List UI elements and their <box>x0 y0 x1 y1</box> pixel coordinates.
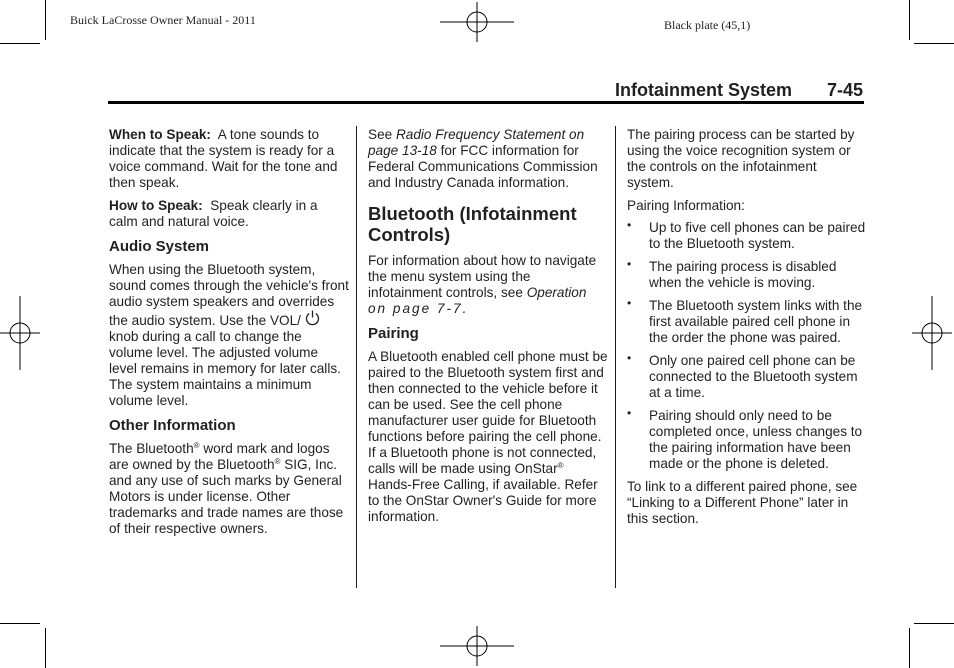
pairing-heading: Pairing <box>368 325 419 342</box>
registration-mark-bottom <box>440 626 514 666</box>
column-3 <box>627 127 867 534</box>
bullet: • <box>627 218 632 232</box>
crop-mark <box>0 623 40 624</box>
bullet: • <box>627 257 632 271</box>
pairing-text-1: A Bluetooth enabled cell phone must be paired to the Bluetooth system first and then connected to the vehicle before it can be used. See the cell phone manufacturer user guide for Bluetooth functions before pairing the cell phone. If a Bluetooth phone is not connected, calls will be made using OnStar <box>368 349 608 476</box>
header-rule <box>108 101 864 104</box>
bluetooth-heading: Bluetooth (Infotainment Controls) <box>368 203 577 245</box>
column-divider <box>356 126 357 588</box>
crop-mark <box>45 0 46 40</box>
pairing-intro: The pairing process can be started by using the voice recognition system or the controls on the infotainment system. <box>627 127 855 190</box>
audio-system-paragraph <box>109 262 349 409</box>
section-title: Infotainment System <box>615 80 793 100</box>
pairing-text-2: Hands-Free Calling, if available. Refer to the OnStar Owner's Guide for more information. <box>368 477 598 524</box>
crop-mark <box>0 43 40 44</box>
list-item <box>627 259 867 291</box>
manual-title: Buick LaCrosse Owner Manual - 2011 <box>70 13 256 27</box>
when-to-speak-text: A tone sounds to indicate that the system is ready for a voice command. Wait for the tone and then speak. <box>109 127 338 190</box>
other-text-3: SIG, Inc. and any use of such marks by General Motors is under license. Other trademarks and trade names are those of their respective owners. <box>109 457 344 536</box>
audio-system-heading: Audio System <box>109 238 210 255</box>
pairing-info-list <box>627 220 867 472</box>
crop-mark <box>914 43 954 44</box>
crop-mark <box>45 628 46 668</box>
navigation-paragraph <box>368 253 608 317</box>
column-1 <box>109 127 349 544</box>
operation-link[interactable]: Operation <box>526 285 587 300</box>
pairing-info-label: Pairing Information: <box>627 198 745 213</box>
operation-page-link[interactable]: on page 7-7 <box>368 301 463 316</box>
audio-text-1: When using the Bluetooth system, sound comes through the vehicle's front audio system speakers and overrides the audio system. Use the VOL/ <box>109 262 349 328</box>
list-item-text: Pairing should only need to be completed once, unless changes to the pairing information have been made or the phone is deleted. <box>649 408 863 471</box>
nav-text: For information about how to navigate the menu system using the infotainment controls, see <box>368 253 597 300</box>
how-to-speak-label: How to Speak: <box>109 198 203 213</box>
bullet: • <box>627 351 632 365</box>
list-item <box>627 353 867 401</box>
see-text: See <box>368 127 393 142</box>
other-text-2: word mark and logos are owned by the Bluetooth <box>109 441 330 472</box>
crop-mark <box>914 623 954 624</box>
fcc-text: for FCC information for Federal Communications Commission and Industry Canada information. <box>368 143 598 190</box>
other-information-heading: Other Information <box>109 417 236 434</box>
crop-mark <box>909 628 910 668</box>
registered-mark: ® <box>274 457 281 466</box>
column-divider <box>615 126 616 588</box>
list-item-text: The Bluetooth system links with the first available paired cell phone in the order the phone was paired. <box>649 298 863 345</box>
registered-mark: ® <box>193 441 200 450</box>
list-item-text: Up to five cell phones can be paired to the Bluetooth system. <box>649 220 866 251</box>
crop-mark <box>909 0 910 40</box>
audio-text-2: knob during a call to change the volume level. The adjusted volume level remains in memory for later calls. The system maintains a minimum volume level. <box>109 329 341 408</box>
how-to-speak-paragraph <box>109 198 349 230</box>
bullet: • <box>627 296 632 310</box>
when-to-speak-paragraph <box>109 127 349 191</box>
page-number: 7-45 <box>827 80 864 100</box>
plate-label: Black plate (45,1) <box>664 18 751 32</box>
list-item <box>627 220 867 252</box>
registration-mark-right <box>912 296 952 370</box>
registered-mark: ® <box>557 461 564 470</box>
other-text-1: The Bluetooth <box>109 441 194 456</box>
list-item-text: The pairing process is disabled when the vehicle is moving. <box>649 259 837 290</box>
rf-statement-link[interactable]: Radio Frequency Statement on page 13-18 <box>368 127 585 158</box>
pairing-paragraph <box>368 349 608 525</box>
registration-mark-left <box>0 296 40 370</box>
fcc-paragraph <box>368 127 608 191</box>
registration-mark-top <box>440 2 514 42</box>
when-to-speak-label: When to Speak: <box>109 127 211 142</box>
link-phone-paragraph: To link to a different paired phone, see “Linking to a Different Phone” later in this section. <box>627 479 858 526</box>
power-icon <box>305 310 320 326</box>
nav-end: . <box>462 301 469 316</box>
other-information-paragraph <box>109 441 349 537</box>
how-to-speak-text: Speak clearly in a calm and natural voice. <box>109 198 318 229</box>
list-item <box>627 408 867 472</box>
column-2 <box>368 127 608 532</box>
list-item-text: Only one paired cell phone can be connected to the Bluetooth system at a time. <box>649 353 858 400</box>
bullet: • <box>627 406 632 420</box>
list-item <box>627 298 867 346</box>
